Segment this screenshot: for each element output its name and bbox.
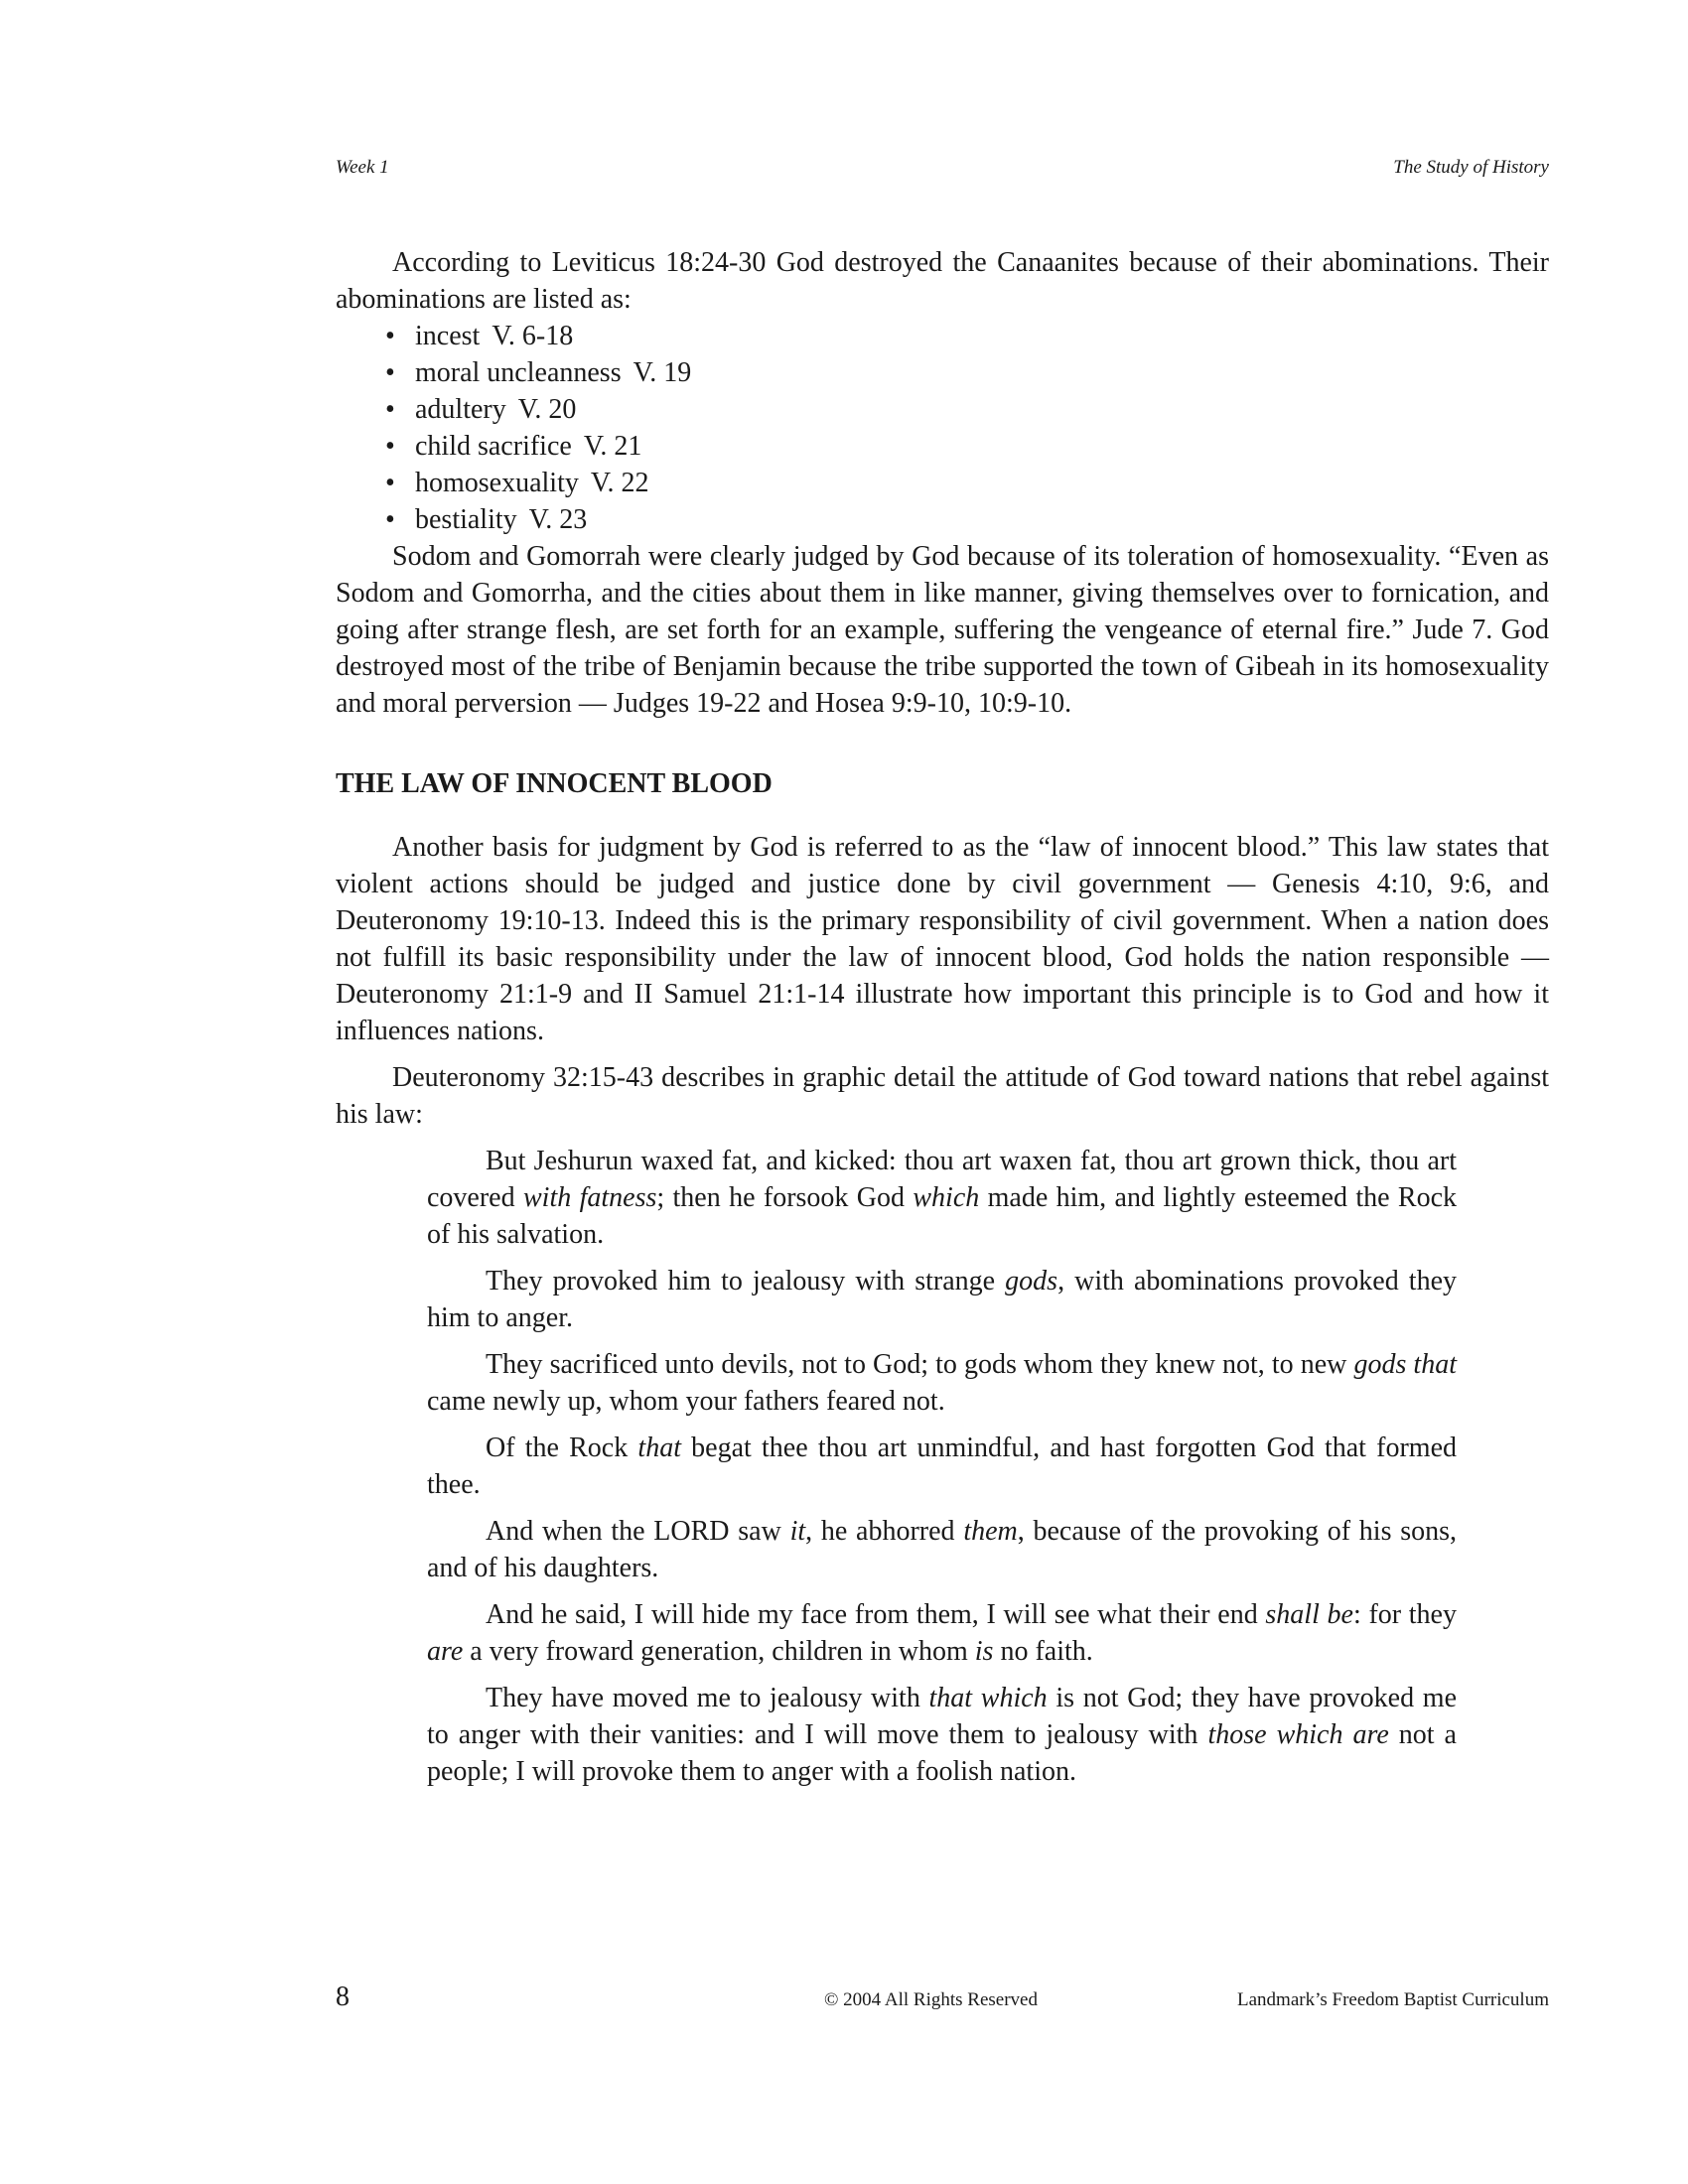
list-item [336, 354, 1549, 391]
abomination-verse: V. 20 [517, 394, 577, 425]
bullet-icon: • [385, 431, 395, 462]
page-number: 8 [336, 1981, 350, 2012]
abominations-list [336, 318, 1549, 538]
quote-verse [427, 1263, 1457, 1336]
text-run: is not God; they have provoked me to anger with their vanities: and I will move them to jealousy with [427, 1683, 1457, 1750]
copyright-notice: © 2004 All Rights Reserved [824, 1989, 1038, 2010]
text-run: begat thee thou art unmindful, and hast forgotten God that formed thee. [427, 1433, 1457, 1500]
list-item [336, 391, 1549, 428]
text-run: They have moved me to jealousy with [486, 1683, 929, 1713]
text-run: , because of the provoking of his sons, and of his daughters. [427, 1516, 1457, 1583]
quote-verse [427, 1143, 1457, 1253]
publisher-name: Landmark’s Freedom Baptist Curriculum [1237, 1989, 1549, 2010]
italic-run: gods [1005, 1266, 1058, 1297]
text-run: ; then he forsook God [656, 1182, 914, 1213]
italic-run: with fatness [522, 1182, 657, 1213]
bullet-icon: • [385, 357, 395, 388]
bullet-icon: • [385, 321, 395, 351]
text-run: And he said, I will hide my face from them, I will see what their end [486, 1599, 1266, 1630]
text-run: But Jeshurun waxed fat, and kicked: thou art waxen fat, thou art grown thick, thou art covered [427, 1146, 1457, 1213]
header-week: Week 1 [336, 157, 389, 178]
italic-run: are [427, 1636, 464, 1667]
text-run: Of the Rock [486, 1433, 638, 1463]
abomination-name: incest [415, 321, 481, 351]
text-run: a very froward generation, children in whom [463, 1636, 975, 1667]
section-heading: THE LAW OF INNOCENT BLOOD [336, 768, 773, 799]
abomination-verse: V. 6-18 [492, 321, 574, 351]
list-item [336, 465, 1549, 501]
italic-run: gods that [1353, 1349, 1457, 1380]
abomination-verse: V. 22 [590, 468, 649, 498]
bullet-icon: • [385, 468, 395, 498]
italic-run: them [963, 1516, 1018, 1547]
abomination-name: homosexuality [415, 468, 579, 498]
abomination-name: child sacrifice [415, 431, 572, 462]
abomination-name: moral uncleanness [415, 357, 622, 388]
text-run: not a people; I will provoke them to anger with a foolish nation. [427, 1719, 1457, 1787]
abomination-verse: V. 19 [633, 357, 692, 388]
italic-run: that [637, 1433, 681, 1463]
intro-paragraph: According to Leviticus 18:24-30 God destroyed the Canaanites because of their abominations. Their abominations are listed as: [336, 247, 1549, 315]
abomination-verse: V. 23 [528, 504, 588, 535]
quote-verse [427, 1596, 1457, 1670]
text-run: no faith. [993, 1636, 1093, 1667]
italic-run: shall be [1265, 1599, 1353, 1630]
italic-run: it [789, 1516, 806, 1547]
page-footer [336, 1981, 1549, 2021]
quote-verse [427, 1346, 1457, 1420]
italic-run: those which are [1207, 1719, 1389, 1750]
deuteronomy-paragraph: Deuteronomy 32:15-43 describes in graphic detail the attitude of God toward nations that rebel against his law: [336, 1062, 1549, 1130]
header-title: The Study of History [1393, 157, 1549, 178]
sodom-paragraph: Sodom and Gomorrah were clearly judged by God because of its toleration of homosexuality. “Even as Sodom and Gomorrha, and the cities about them in like manner, giving themselves over to fornication, and going after strange flesh, are set forth for an example, suffering the vengeance of eternal fire.” Jude 7. God destroyed most of the tribe of Benjamin because the tribe supported the town of Gibeah in its homosexuality and moral perversion — Judges 19-22 and Hosea 9:9-10, 10:9-10. [336, 541, 1549, 719]
text-run: made him, and lightly esteemed the Rock of his salvation. [427, 1182, 1458, 1250]
italic-run: which [913, 1182, 980, 1213]
abomination-name: bestiality [415, 504, 517, 535]
running-header [336, 157, 1549, 183]
page-body [336, 244, 1549, 1790]
abomination-name: adultery [415, 394, 506, 425]
scripture-quote-block [427, 1143, 1457, 1790]
italic-run: is [974, 1636, 994, 1667]
text-run: They provoked him to jealousy with strange [486, 1266, 1006, 1297]
text-run: , with abominations provoked they him to anger. [427, 1266, 1457, 1333]
text-run: And when the LORD saw [486, 1516, 790, 1547]
list-item [336, 318, 1549, 354]
quote-verse [427, 1430, 1457, 1503]
text-run: came newly up, whom your fathers feared not. [427, 1386, 945, 1417]
quote-verse [427, 1513, 1457, 1586]
list-item [336, 501, 1549, 538]
text-run: , he abhorred [805, 1516, 964, 1547]
quote-verse [427, 1680, 1457, 1790]
italic-run: that which [928, 1683, 1048, 1713]
text-run: : for they [1352, 1599, 1457, 1630]
list-item [336, 428, 1549, 465]
text-run: They sacrificed unto devils, not to God; to gods whom they knew not, to new [486, 1349, 1354, 1380]
abomination-verse: V. 21 [583, 431, 642, 462]
bullet-icon: • [385, 394, 395, 425]
bullet-icon: • [385, 504, 395, 535]
innocent-blood-paragraph: Another basis for judgment by God is referred to as the “law of innocent blood.” This law states that violent actions should be judged and justice done by civil government — Genesis 4:10, 9:6, and Deuteronomy 19:10-13. Indeed this is the primary responsibility of civil government. When a nation does not fulfill its basic responsibility under the law of innocent blood, God holds the nation responsible — Deuteronomy 21:1-9 and II Samuel 21:1-14 illustrate how important this principle is to God and how it influences nations. [336, 832, 1549, 1046]
